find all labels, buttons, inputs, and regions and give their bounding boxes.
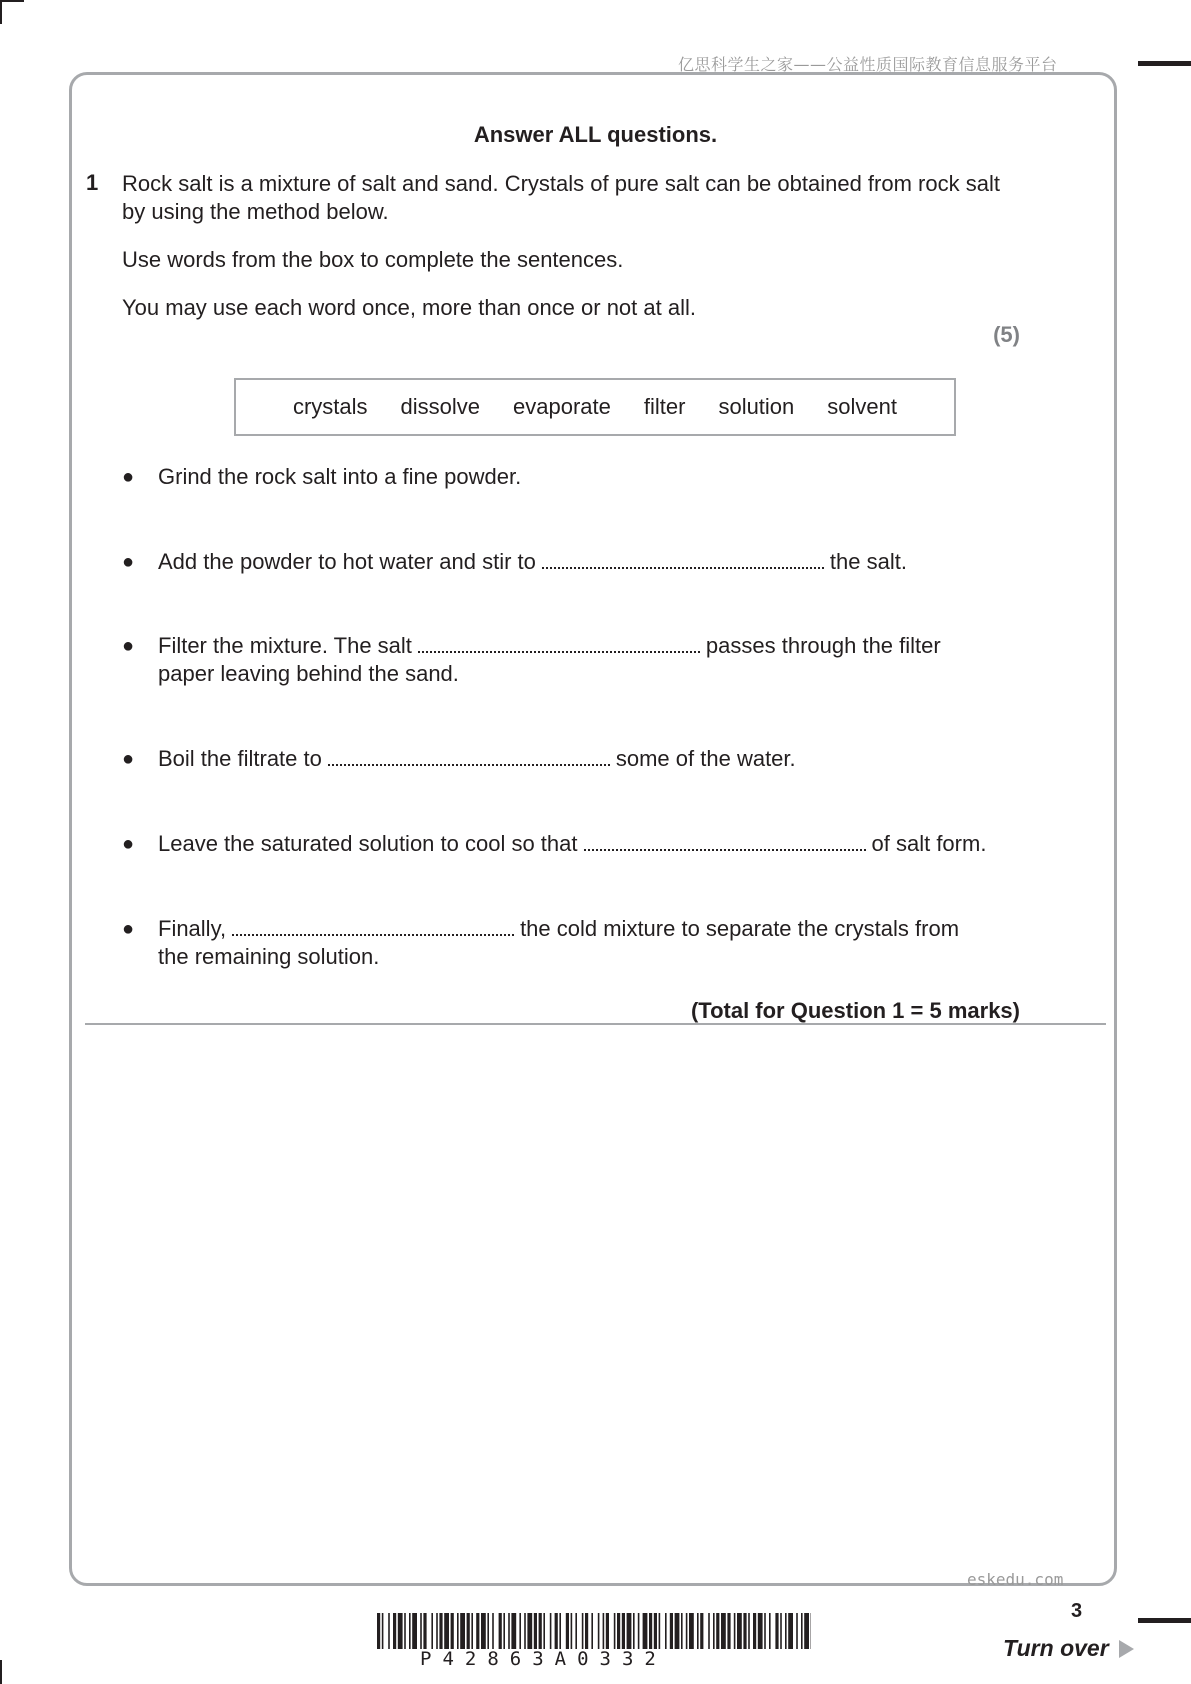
page-number: 3 bbox=[1071, 1600, 1083, 1622]
word-option: filter bbox=[643, 394, 686, 419]
barcode-bar bbox=[804, 1613, 809, 1649]
barcode-bar bbox=[534, 1613, 537, 1649]
barcode-bar bbox=[503, 1613, 505, 1649]
question-intro-line1: Rock salt is a mixture of salt and sand. Crystals of pure salt can be obtained from rock salt bbox=[122, 171, 1000, 196]
answer-blank[interactable] bbox=[542, 561, 824, 569]
answer-blank[interactable] bbox=[584, 843, 866, 851]
crop-mark bbox=[1138, 1618, 1191, 1623]
turn-over-label: Turn over bbox=[1003, 1635, 1109, 1661]
barcode-bar bbox=[382, 1613, 384, 1649]
barcode-bar bbox=[431, 1613, 433, 1649]
barcode-bar bbox=[451, 1613, 454, 1649]
barcode-bar bbox=[748, 1613, 750, 1649]
bullet-text: passes through the filter bbox=[705, 633, 941, 658]
barcode-bar bbox=[689, 1613, 694, 1649]
barcode-bar bbox=[780, 1613, 782, 1649]
barcode-bar bbox=[753, 1613, 756, 1649]
barcode-bar bbox=[591, 1613, 593, 1649]
barcode-bar bbox=[393, 1613, 396, 1649]
barcode-bar bbox=[775, 1613, 778, 1649]
turn-over bbox=[1003, 1635, 1134, 1662]
barcode-bar bbox=[721, 1613, 726, 1649]
barcode-bar bbox=[409, 1613, 411, 1649]
footer-watermark: eskedu.com bbox=[967, 1570, 1064, 1589]
bullet-text: of salt form. bbox=[871, 831, 987, 856]
barcode-bar bbox=[527, 1613, 532, 1649]
bullet-text: Add the powder to hot water and stir to bbox=[158, 549, 536, 574]
bullet-text: some of the water. bbox=[615, 746, 796, 771]
barcode-bar bbox=[398, 1613, 403, 1649]
barcode-bar bbox=[508, 1613, 510, 1649]
barcode-bar bbox=[614, 1613, 616, 1649]
bullet-text: Grind the rock salt into a fine powder. bbox=[158, 464, 522, 489]
barcode-bar bbox=[471, 1613, 473, 1649]
barcode-bar bbox=[439, 1613, 442, 1649]
barcode-bar bbox=[670, 1613, 673, 1649]
bullet-text: Leave the saturated solution to cool so that bbox=[158, 831, 578, 856]
crop-mark bbox=[0, 0, 24, 2]
question-total: (Total for Question 1 = 5 marks) bbox=[690, 998, 1020, 1023]
answer-blank[interactable] bbox=[232, 928, 514, 936]
question-intro-line2: by using the method below. bbox=[122, 199, 389, 224]
barcode-text: P42863A0332 bbox=[420, 1648, 667, 1670]
barcode-bar bbox=[713, 1613, 715, 1649]
barcode-bar bbox=[571, 1613, 573, 1649]
barcode-bar bbox=[796, 1613, 798, 1649]
barcode-bar bbox=[665, 1613, 667, 1649]
barcode-bar bbox=[436, 1613, 438, 1649]
bullet-text: Boil the filtrate to bbox=[158, 746, 322, 771]
barcode-bar bbox=[476, 1613, 479, 1649]
barcode-bar bbox=[697, 1613, 699, 1649]
barcode-bar bbox=[550, 1613, 552, 1649]
page-heading: Answer ALL questions. bbox=[473, 122, 718, 147]
answer-blank[interactable] bbox=[328, 758, 610, 766]
barcode-bar bbox=[566, 1613, 569, 1649]
barcode-bar bbox=[633, 1613, 635, 1649]
barcode-bar bbox=[622, 1613, 625, 1649]
marks-label: (5) bbox=[993, 322, 1020, 347]
divider bbox=[85, 1023, 1106, 1025]
barcode-bar bbox=[585, 1613, 588, 1649]
barcode-bar bbox=[764, 1613, 766, 1649]
barcode-bar bbox=[457, 1613, 459, 1649]
barcode-bar bbox=[727, 1613, 730, 1649]
barcode-bar bbox=[499, 1613, 502, 1649]
barcode-bar bbox=[686, 1613, 688, 1649]
word-option: solution bbox=[718, 394, 795, 419]
barcode-bar bbox=[785, 1613, 787, 1649]
barcode-bar bbox=[404, 1613, 406, 1649]
barcode-bar bbox=[700, 1613, 703, 1649]
word-option: solvent bbox=[827, 394, 898, 419]
barcode-bar bbox=[555, 1613, 558, 1649]
barcode-bar bbox=[388, 1613, 390, 1649]
barcode-bar bbox=[769, 1613, 771, 1649]
barcode-bar bbox=[654, 1613, 657, 1649]
bullet-text: paper leaving behind the sand. bbox=[158, 661, 459, 686]
barcode-bar bbox=[606, 1613, 609, 1649]
barcode-bar bbox=[758, 1613, 763, 1649]
barcode-bar bbox=[460, 1613, 465, 1649]
barcode-bar bbox=[649, 1613, 652, 1649]
barcode-bar bbox=[524, 1613, 526, 1649]
barcode-bar bbox=[377, 1613, 380, 1649]
bullet-text: Finally, bbox=[158, 916, 227, 941]
barcode-bar bbox=[737, 1613, 742, 1649]
barcode-bar bbox=[627, 1613, 632, 1649]
barcode-bar bbox=[734, 1613, 736, 1649]
bullet-text: the remaining solution. bbox=[158, 944, 380, 969]
barcode-bar bbox=[716, 1613, 719, 1649]
bullet-text: the cold mixture to separate the crystals from bbox=[520, 916, 960, 941]
barcode-bar bbox=[487, 1613, 489, 1649]
barcode-bar bbox=[617, 1613, 620, 1649]
bullet-icon: ● bbox=[122, 551, 135, 573]
word-option: crystals bbox=[292, 394, 368, 419]
crop-mark bbox=[0, 1660, 2, 1684]
crop-mark bbox=[0, 0, 2, 24]
question-instruction: You may use each word once, more than once or not at all. bbox=[122, 295, 696, 320]
barcode-bar bbox=[643, 1613, 648, 1649]
question-number: 1 bbox=[86, 170, 99, 195]
answer-blank[interactable] bbox=[418, 645, 700, 653]
barcode-bar bbox=[788, 1613, 793, 1649]
barcode-bar bbox=[559, 1613, 561, 1649]
crop-mark bbox=[1138, 61, 1191, 66]
bullet-icon: ● bbox=[122, 918, 135, 940]
barcode-bar bbox=[681, 1613, 683, 1649]
bullet-text: the salt. bbox=[829, 549, 907, 574]
header-watermark: 亿思科学生之家——公益性质国际教育信息服务平台 bbox=[678, 55, 1058, 74]
barcode-bar bbox=[511, 1613, 516, 1649]
bullet-icon: ● bbox=[122, 833, 135, 855]
barcode-bar bbox=[659, 1613, 661, 1649]
barcode-bar bbox=[598, 1613, 600, 1649]
bullet-text: Filter the mixture. The salt bbox=[158, 633, 412, 658]
barcode-bar bbox=[481, 1613, 486, 1649]
question-instruction: Use words from the box to complete the sentences. bbox=[122, 247, 624, 272]
barcode-bar bbox=[575, 1613, 577, 1649]
barcode-bar bbox=[638, 1613, 640, 1649]
barcode-bar bbox=[519, 1613, 521, 1649]
barcode-bar bbox=[423, 1613, 426, 1649]
barcode-bar bbox=[582, 1613, 584, 1649]
barcode-bar bbox=[444, 1613, 449, 1649]
word-box bbox=[234, 378, 956, 436]
barcode-bar bbox=[539, 1613, 542, 1649]
word-option: evaporate bbox=[513, 394, 611, 419]
barcode-bar bbox=[801, 1613, 803, 1649]
barcode-bar bbox=[412, 1613, 417, 1649]
barcode-bar bbox=[492, 1613, 494, 1649]
bullet-icon: ● bbox=[122, 748, 135, 770]
barcode-bar bbox=[603, 1613, 605, 1649]
barcode-bar bbox=[420, 1613, 422, 1649]
word-option: dissolve bbox=[400, 394, 481, 419]
barcode-bar bbox=[743, 1613, 746, 1649]
barcode-bar bbox=[543, 1613, 545, 1649]
barcode-bar bbox=[708, 1613, 710, 1649]
bullet-icon: ● bbox=[122, 466, 135, 488]
barcode-bar bbox=[467, 1613, 470, 1649]
bullet-icon: ● bbox=[122, 635, 135, 657]
arrow-right-icon bbox=[1119, 1640, 1134, 1658]
barcode-bar bbox=[675, 1613, 680, 1649]
